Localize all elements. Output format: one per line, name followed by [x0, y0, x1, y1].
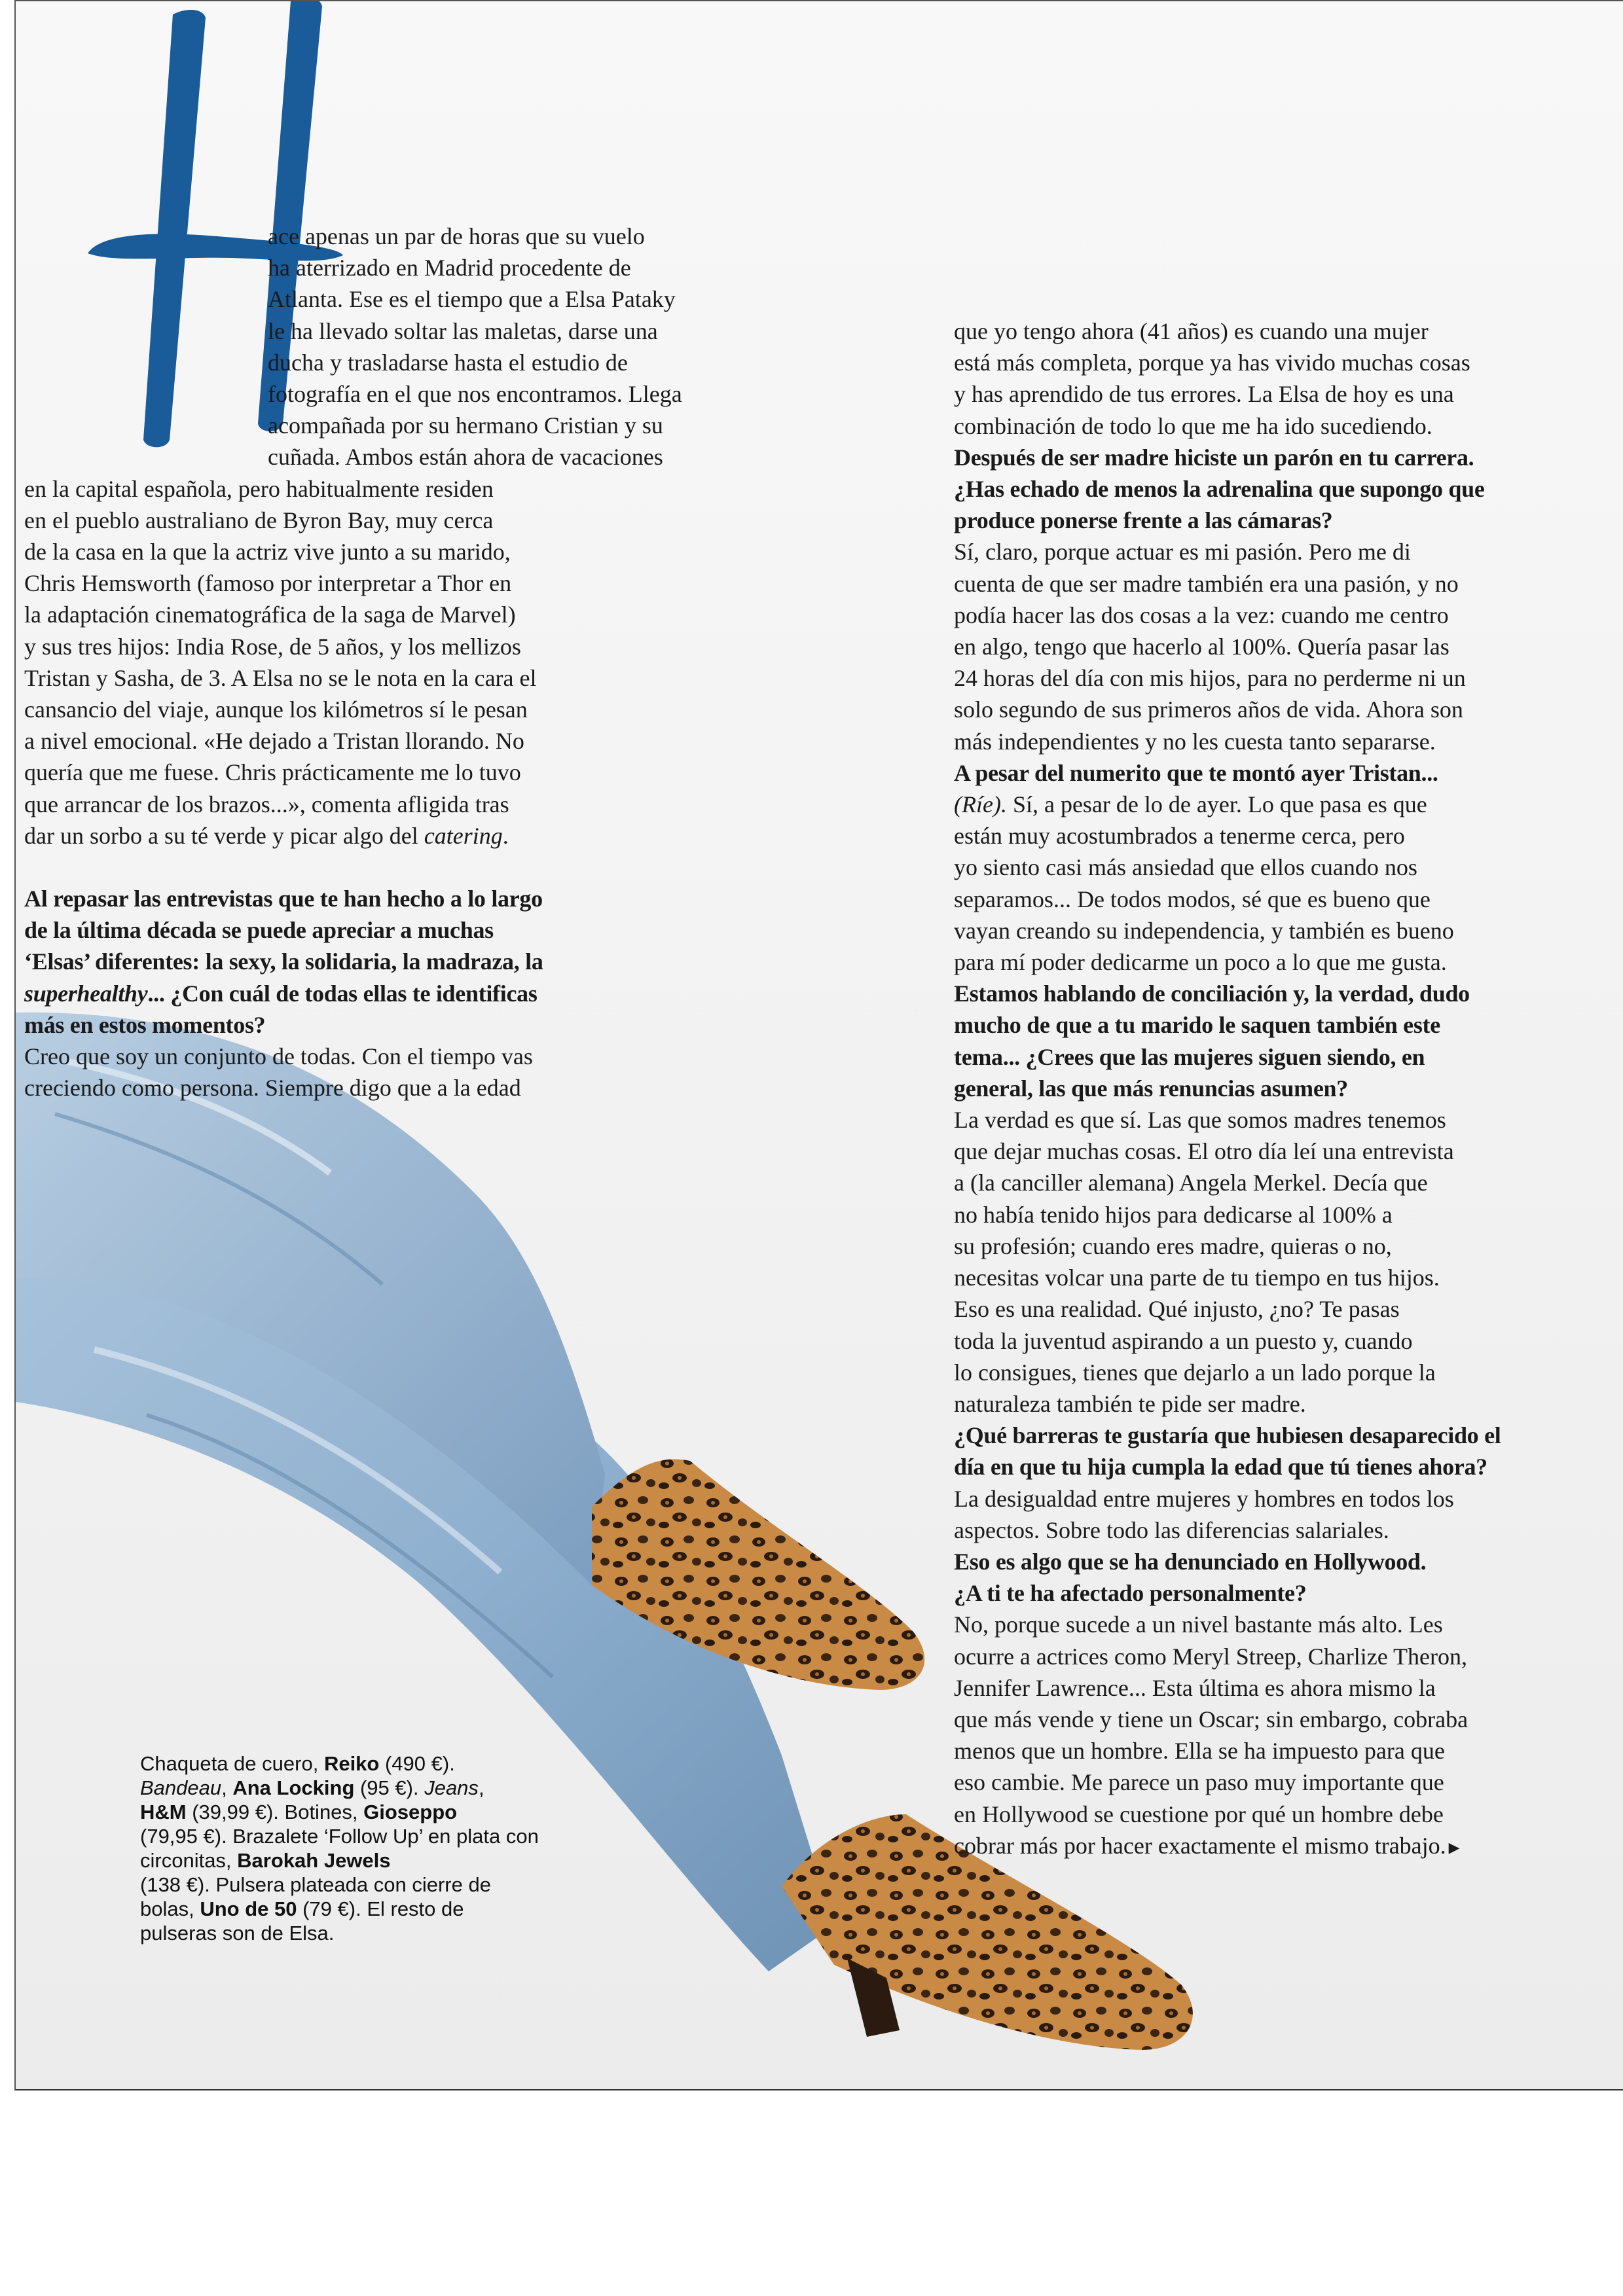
answer-line: más independientes y no les cuesta tanto separarse. — [954, 728, 1436, 755]
answer-line — [954, 789, 1530, 820]
question-line: ¿Has echado de menos la adrenalina que supongo que — [954, 476, 1485, 503]
question-line — [24, 978, 831, 1009]
intro-line: cuñada. Ambos están ahora de vacaciones — [268, 444, 663, 471]
question-line: Estamos hablando de conciliación y, la verdad, dudo — [954, 980, 1470, 1007]
answer-line: cuenta de que ser madre también era una pasión, y no — [954, 570, 1459, 597]
question-line: más en estos momentos? — [24, 1011, 266, 1038]
intro-line: fotografía en el que nos encontramos. Llega — [268, 381, 682, 408]
caption-text: (79 €). El resto de pulseras son de Elsa. — [140, 1897, 464, 1945]
question-line: ¿A ti te ha afectado personalmente? — [954, 1580, 1307, 1607]
answer-line: vayan creando su independencia, y también es bueno — [954, 917, 1454, 944]
answer-line: yo siento casi más ansiedad que ellos cuando nos — [954, 854, 1417, 881]
intro-line: en la capital española, pero habitualmente residen — [24, 475, 494, 502]
intro-line: quería que me fuese. Chris prácticamente me lo tuvo — [24, 759, 521, 786]
question-line: A pesar del numerito que te montó ayer Tristan... — [954, 759, 1438, 786]
answer-line: Eso es una realidad. Qué injusto, ¿no? Te pasas — [954, 1296, 1400, 1323]
question-line: mucho de que a tu marido le saquen también este — [954, 1012, 1440, 1039]
italic-word: catering — [424, 822, 503, 849]
caption-text: Chaqueta de cuero, — [140, 1752, 324, 1775]
answer-line: combinación de todo lo que me ha ido sucediendo. — [954, 412, 1432, 439]
answer-line: que dejar muchas cosas. El otro día leí una entrevista — [954, 1138, 1454, 1165]
answer-line: eso cambie. Me parece un paso muy importante que — [954, 1769, 1444, 1796]
caption-italic: Bandeau — [140, 1776, 222, 1799]
intro-text: . — [502, 822, 509, 849]
intro-line: Chris Hemsworth (famoso por interpretar a Thor en — [24, 570, 512, 597]
brand-name: Barokah Jewels — [237, 1849, 391, 1872]
intro-line: la adaptación cinematográfica de la saga de Marvel) — [24, 601, 516, 628]
answer-line: en algo, tengo que hacerlo al 100%. Quería pasar las — [954, 634, 1450, 660]
intro-line: Atlanta. Ese es el tiempo que a Elsa Pataky — [268, 286, 676, 313]
question-line: Después de ser madre hiciste un parón en tu carrera. — [954, 444, 1474, 471]
intro-line — [24, 820, 831, 852]
caption-text: (95 €). — [354, 1776, 425, 1799]
question-line: tema... ¿Crees que las mujeres siguen siendo, en — [954, 1043, 1425, 1070]
question-line: produce ponerse frente a las cámaras? — [954, 507, 1333, 534]
answer-line: están muy acostumbrados a tenerme cerca, pero — [954, 823, 1405, 850]
intro-line: ha aterrizado en Madrid procedente de — [268, 255, 631, 281]
question-line: Al repasar las entrevistas que te han hecho a lo largo — [24, 886, 543, 912]
page — [14, 0, 1623, 2090]
intro-line: y sus tres hijos: India Rose, de 5 años, y los mellizos — [24, 633, 521, 660]
intro-text: dar un sorbo a su té verde y picar algo del — [24, 822, 424, 849]
intro-line: ace apenas un par de horas que su vuelo — [268, 223, 645, 249]
answer-line: La verdad es que sí. Las que somos madres tenemos — [954, 1107, 1446, 1134]
answer-line: su profesión; cuando eres madre, quieras o no, — [954, 1232, 1392, 1259]
answer-line: necesitas volcar una parte de tu tiempo en tus hijos. — [954, 1265, 1440, 1291]
answer-line: Sí, claro, porque actuar es mi pasión. Pero me di — [954, 539, 1411, 565]
question-line: Eso es algo que se ha denunciado en Hollywood. — [954, 1548, 1427, 1575]
answer-line: separamos... De todos modos, sé que es bueno que — [954, 886, 1431, 912]
caption-text: (138 €). Pulsera plateada con cierre de bolas, — [140, 1873, 491, 1920]
question-line: general, las que más renuncias asumen? — [954, 1075, 1348, 1102]
intro-line: a nivel emocional. «He dejado a Tristan llorando. No — [24, 728, 524, 755]
answer-line: naturaleza también te pide ser madre. — [954, 1390, 1306, 1417]
brand-name: Reiko — [323, 1752, 380, 1775]
answer-line: que más vende y tiene un Oscar; sin embargo, cobraba — [954, 1706, 1468, 1732]
answer-line: No, porque sucede a un nivel bastante más alto. Les — [954, 1611, 1443, 1638]
intro-line: cansancio del viaje, aunque los kilómetros sí le pesan — [24, 696, 528, 723]
intro-line: Tristan y Sasha, de 3. A Elsa no se le nota en la cara el — [24, 664, 537, 691]
article-column-right — [954, 315, 1530, 1864]
answer-line: menos que un hombre. Ella se ha impuesto para que — [954, 1738, 1445, 1765]
caption-text: , — [221, 1776, 233, 1799]
end-mark-icon: ▶ — [1448, 1839, 1460, 1856]
answer-text: cobrar más por hacer exactamente el mismo trabajo. — [954, 1832, 1446, 1859]
answer-line: ocurre a actrices como Meryl Streep, Charlize Theron, — [954, 1643, 1468, 1670]
answer-line: La desigualdad entre mujeres y hombres en todos los — [954, 1485, 1454, 1512]
answer-line: lo consigues, tienes que dejarlo a un lado porque la — [954, 1359, 1436, 1386]
italic-word: superhealthy — [24, 980, 148, 1007]
brand-name: Ana Locking — [232, 1776, 355, 1799]
intro-line: en el pueblo australiano de Byron Bay, muy cerca — [24, 507, 494, 533]
answer-line: que yo tengo ahora (41 años) es cuando una mujer — [954, 318, 1429, 344]
italic-word: (Ríe). — [954, 791, 1007, 818]
answer-line: y has aprendido de tus errores. La Elsa de hoy es una — [954, 381, 1454, 408]
caption-text: (79,95 €). Brazalete ‘Follow Up’ en plata con circonitas, — [140, 1825, 539, 1872]
answer-line: toda la juventud aspirando a un puesto y, cuando — [954, 1327, 1413, 1354]
answer-line: podía hacer las dos cosas a la vez: cuando me centro — [954, 601, 1449, 628]
answer-line: en Hollywood se cuestione por qué un hombre debe — [954, 1801, 1444, 1827]
answer-line: no había tenido hijos para dedicarse al 100% a — [954, 1201, 1393, 1228]
brand-name: Uno de 50 — [200, 1897, 297, 1920]
brand-name: Gioseppo — [363, 1801, 458, 1823]
intro-line: de la casa en la que la actriz vive junto a su marido, — [24, 539, 511, 565]
answer-line: a (la canciller alemana) Angela Merkel. Decía que — [954, 1170, 1428, 1196]
intro-line: que arrancar de los brazos...», comenta afligida tras — [24, 791, 509, 817]
caption-text: (39,99 €). Botines, — [186, 1801, 364, 1823]
question-line: ¿Qué barreras te gustaría que hubiesen desaparecido el — [954, 1422, 1501, 1449]
article-column-left — [24, 221, 831, 1103]
intro-line: le ha llevado soltar las maletas, darse una — [268, 317, 658, 344]
caption-text: (490 €). — [379, 1752, 455, 1775]
caption-italic: Jeans — [424, 1776, 479, 1799]
intro-line: acompañada por su hermano Cristian y su — [268, 412, 663, 439]
answer-line: para mí poder dedicarme un poco a lo que me gusta. — [954, 949, 1447, 976]
intro-line: ducha y trasladarse hasta el estudio de — [268, 349, 628, 376]
answer-line: está más completa, porque ya has vivido muchas cosas — [954, 350, 1470, 376]
fashion-credits-caption — [140, 1751, 546, 1945]
answer-line: aspectos. Sobre todo las diferencias salariales. — [954, 1516, 1389, 1543]
caption-text: , — [478, 1776, 484, 1799]
question-line: ‘Elsas’ diferentes: la sexy, la solidaria, la madraza, la — [24, 948, 543, 975]
answer-line: Creo que soy un conjunto de todas. Con el tiempo vas — [24, 1043, 533, 1070]
answer-line: solo segundo de sus primeros años de vida. Ahora son — [954, 696, 1463, 723]
question-line: día en que tu hija cumpla la edad que tú tienes ahora? — [954, 1454, 1487, 1480]
question-text: ... ¿Con cuál de todas ellas te identificas — [147, 980, 538, 1007]
answer-line: creciendo como persona. Siempre digo que a la edad — [24, 1075, 521, 1102]
brand-name: H&M — [140, 1801, 187, 1823]
question-line: de la última década se puede apreciar a muchas — [24, 917, 494, 944]
answer-line — [954, 1830, 1530, 1864]
answer-line: 24 horas del día con mis hijos, para no perderme ni un — [954, 665, 1466, 692]
answer-text: Sí, a pesar de lo de ayer. Lo que pasa es que — [1006, 791, 1427, 818]
answer-line: Jennifer Lawrence... Esta última es ahora mismo la — [954, 1674, 1436, 1701]
